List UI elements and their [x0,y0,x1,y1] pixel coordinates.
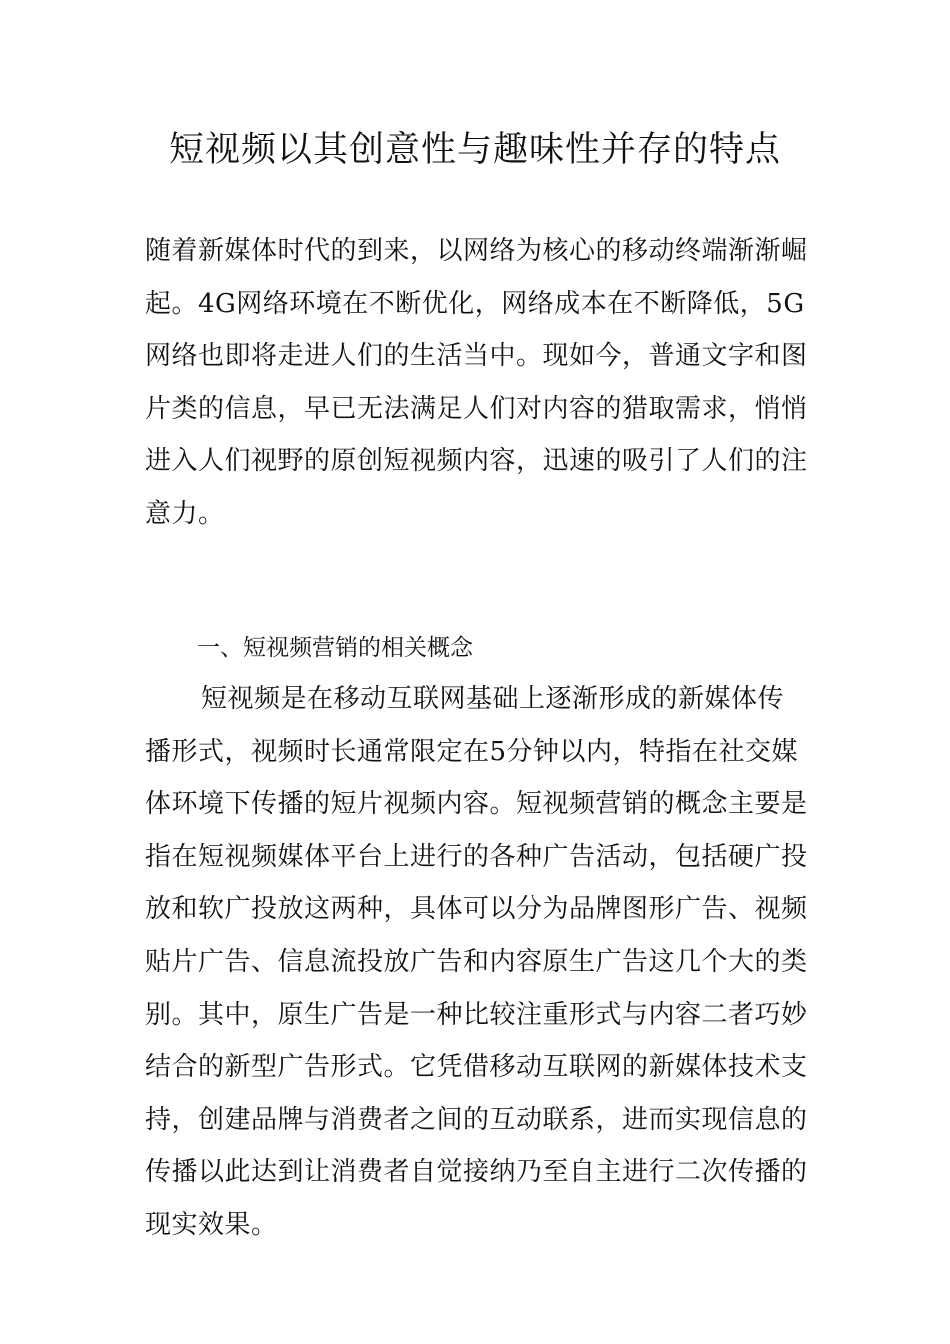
intro-paragraph: 随着新媒体时代的到来，以网络为核心的移动终端渐渐崛起。4G网络环境在不断优化，网络成本在不断降低，5G网络也即将走进人们的生活当中。现如今，普通文字和图片类的信息，早已无法满足人们对内容的猎取需求，悄悄进入人们视野的原创短视频内容，迅速的吸引了人们的注意力。 [145,236,808,529]
section-paragraph: 短视频是在移动互联网基础上逐渐形成的新媒体传播形式，视频时长通常限定在5分钟以内，特指在社交媒体环境下传播的短片视频内容。短视频营销的概念主要是指在短视频媒体平台上进行的各种广告活动，包括硬广投放和软广投放这两种，具体可以分为品牌图形广告、视频贴片广告、信息流投放广告和内容原生广告这几个大的类别。其中，原生广告是一种比较注重形式与内容二者巧妙结合的新型广告形式。它凭借移动互联网的新媒体技术支持，创建品牌与消费者之间的互动联系，进而实现信息的传播以此达到让消费者自觉接纳乃至自主进行二次传播的现实效果。 [145,684,808,1240]
section-heading: 一、短视频营销的相关概念 [197,635,473,661]
document-title: 短视频以其创意性与趣味性并存的特点 [168,130,781,170]
